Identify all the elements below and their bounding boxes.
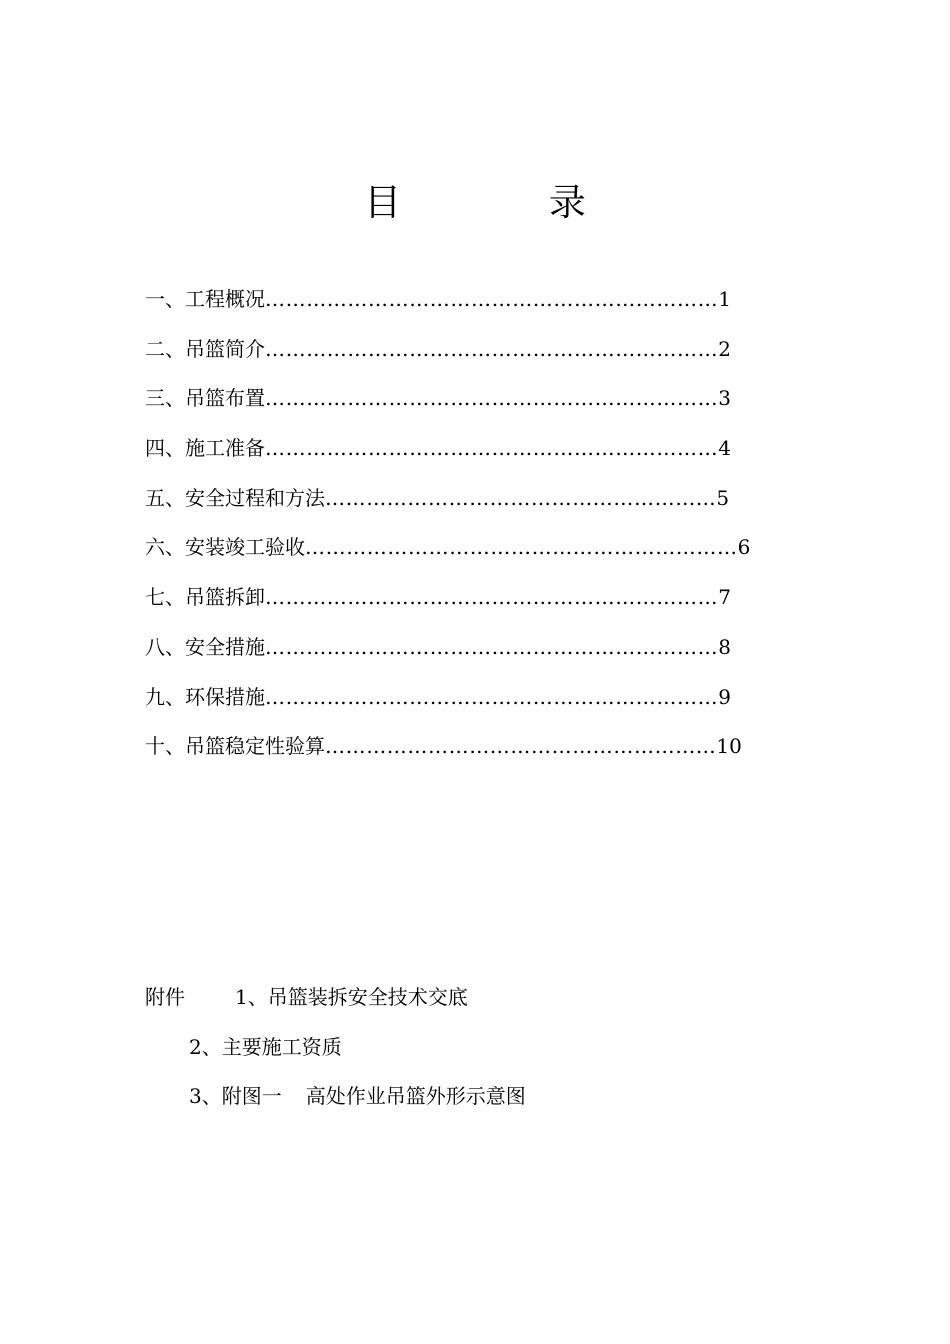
appendix-section [145, 980, 845, 1129]
appendix-item-extra: 高处作业吊篮外形示意图 [305, 1084, 526, 1108]
toc-entry-label: 十、吊篮稳定性验算 [145, 734, 325, 759]
toc-leader-dots: ……………………………………………………… [305, 535, 738, 560]
toc-page-number: 2 [718, 336, 731, 361]
toc-entry-1[interactable] [145, 282, 800, 332]
toc-entry-label: 二、吊篮简介 [145, 336, 265, 361]
toc-entry-6[interactable] [145, 530, 800, 580]
page-title: 目 录 [364, 181, 654, 224]
toc-page-number: 8 [718, 634, 731, 659]
toc-page-number: 3 [718, 386, 731, 411]
toc-entry-9[interactable] [145, 680, 800, 730]
toc-entry-label: 一、工程概况 [145, 287, 265, 311]
toc-entry-5[interactable] [145, 481, 800, 531]
toc-leader-dots: ………………………………………………………… [265, 684, 719, 709]
toc-entry-8[interactable] [145, 630, 800, 680]
toc-entry-4[interactable] [145, 431, 800, 481]
toc-leader-dots: ………………………………………………………… [265, 336, 719, 361]
toc-entry-7[interactable] [145, 580, 800, 630]
toc-leader-dots: ………………………………………………… [325, 734, 717, 759]
toc-leader-dots: ………………………………………………………… [265, 585, 719, 610]
toc-page-number: 5 [716, 485, 730, 510]
toc-leader-dots: ………………………………………………………… [265, 287, 719, 311]
toc-leader-dots: ………………………………………………………… [265, 386, 719, 411]
toc-page-number: 1 [718, 287, 731, 311]
toc-entry-label: 五、安全过程和方法 [145, 485, 325, 510]
toc-page-number: 4 [718, 436, 731, 461]
toc-leader-dots: ………………………………………………………… [265, 634, 719, 659]
toc-entry-2[interactable] [145, 332, 800, 382]
appendix-item-text: 3、附图一 [189, 1084, 282, 1108]
toc-page-number: 9 [718, 684, 731, 709]
toc-page-number: 6 [737, 535, 751, 560]
appendix-item-2 [145, 1030, 845, 1080]
appendix-item-1 [145, 980, 845, 1030]
toc-entry-3[interactable] [145, 381, 800, 431]
toc-leader-dots: ………………………………………………… [325, 485, 717, 510]
appendix-item-3 [145, 1079, 845, 1129]
toc-entry-10[interactable] [145, 729, 800, 779]
table-of-contents [145, 282, 800, 779]
appendix-heading: 附件 [145, 985, 185, 1009]
toc-entry-label: 八、安全措施 [145, 634, 265, 659]
appendix-item-text: 1、吊篮装拆安全技术交底 [235, 985, 468, 1009]
toc-entry-label: 七、吊篮拆卸 [145, 585, 265, 610]
toc-entry-label: 九、环保措施 [145, 684, 265, 709]
toc-entry-label: 六、安装竣工验收 [145, 535, 305, 560]
toc-leader-dots: ………………………………………………………… [265, 436, 719, 461]
appendix-item-text: 2、主要施工资质 [189, 1034, 342, 1059]
toc-entry-label: 四、施工准备 [145, 436, 265, 461]
toc-page-number: 7 [718, 585, 731, 610]
toc-entry-label: 三、吊篮布置 [145, 386, 265, 411]
toc-page-number: 10 [716, 734, 742, 759]
